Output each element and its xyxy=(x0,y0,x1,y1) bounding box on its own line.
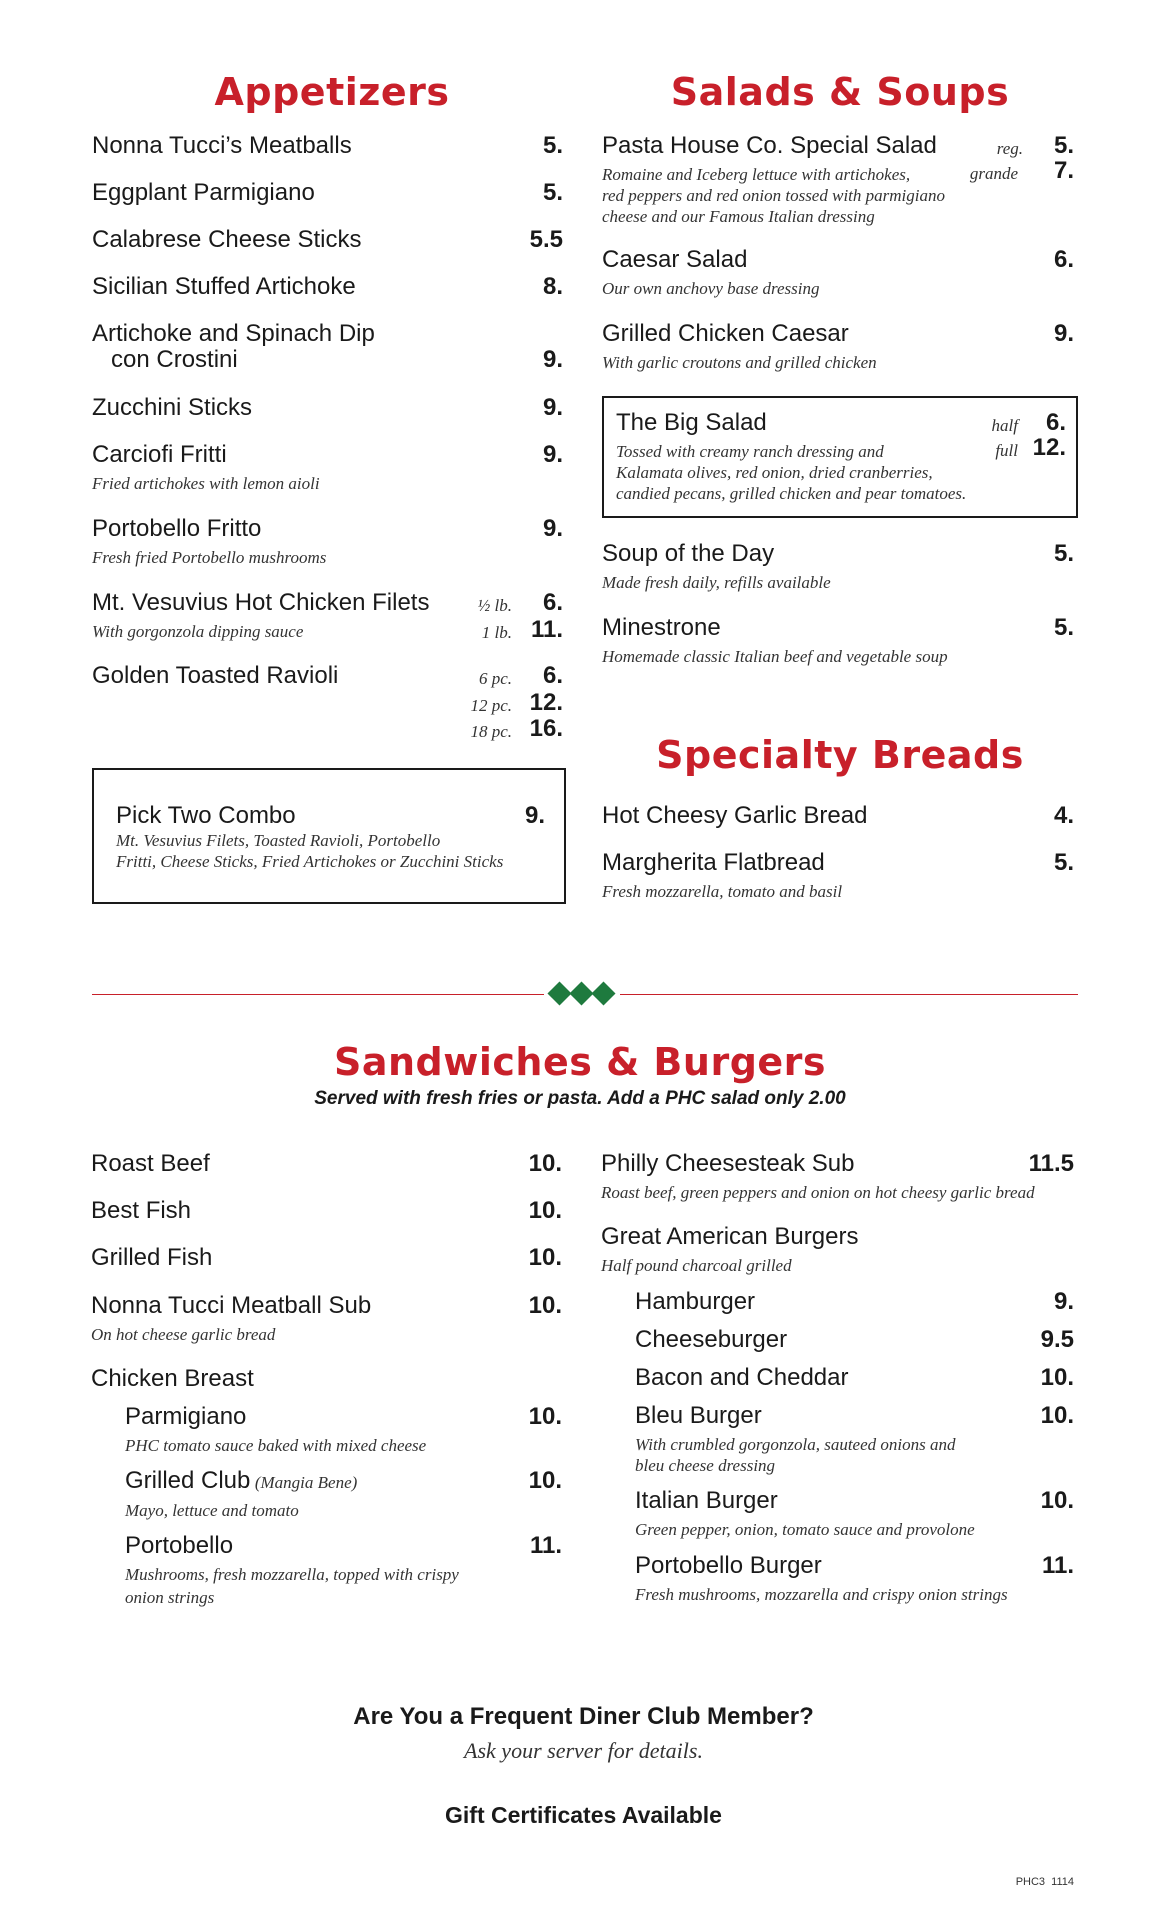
menu-item-price: 8. xyxy=(542,273,563,300)
size-label: 18 pc. xyxy=(470,722,512,741)
menu-item-description: Our own anchovy base dressing xyxy=(602,279,820,298)
menu-item-name: Golden Toasted Ravioli xyxy=(92,662,339,689)
menu-item-description: With gorgonzola dipping sauce xyxy=(92,622,304,641)
menu-item-name: Carciofi Fritti xyxy=(92,441,227,468)
menu-item-description: Fried artichokes with lemon aioli xyxy=(92,474,320,493)
sandwiches-burgers-title: Sandwiches & Burgers xyxy=(333,1040,827,1084)
size-label: ½ lb. xyxy=(477,596,512,615)
frequent-diner-title: Are You a Frequent Diner Club Member? xyxy=(353,1703,814,1730)
menu-item-price: 6. xyxy=(1045,409,1066,436)
grilled-club-line xyxy=(125,1467,357,1495)
menu-item-price: 5. xyxy=(1053,614,1074,641)
menu-item-price: 9. xyxy=(542,346,563,373)
menu-item-name: Grilled Chicken Caesar xyxy=(602,320,849,347)
appetizers-title: Appetizers xyxy=(214,70,450,114)
menu-item-price: 9. xyxy=(542,441,563,468)
menu-item-price: 9. xyxy=(542,394,563,421)
menu-item-description: Tossed with creamy ranch dressing and xyxy=(616,442,884,461)
frequent-diner-subtitle: Ask your server for details. xyxy=(464,1738,703,1763)
size-label: 1 lb. xyxy=(481,623,512,642)
menu-item-price: 5. xyxy=(1053,132,1074,159)
menu-item-description: Fresh mushrooms, mozzarella and crispy onion strings xyxy=(635,1585,1008,1604)
menu-item-description: Green pepper, onion, tomato sauce and provolone xyxy=(635,1520,975,1539)
menu-item-name: Cheeseburger xyxy=(635,1326,788,1353)
menu-category-description: Half pound charcoal grilled xyxy=(601,1256,792,1275)
menu-item-price: 10. xyxy=(1040,1364,1074,1391)
menu-item-price: 5. xyxy=(1053,849,1074,876)
size-label: 6 pc. xyxy=(478,669,512,688)
size-label: half xyxy=(991,416,1018,435)
menu-item-note: (Mangia Bene) xyxy=(254,1473,358,1492)
menu-item-price: 9.5 xyxy=(1040,1326,1074,1353)
gift-certificates: Gift Certificates Available xyxy=(445,1802,722,1828)
menu-item-name: Philly Cheesesteak Sub xyxy=(601,1150,855,1177)
menu-item-name: Soup of the Day xyxy=(602,540,775,567)
menu-item-price: 5. xyxy=(542,179,563,206)
menu-item-description: Roast beef, green peppers and onion on hot cheesy garlic bread xyxy=(601,1183,1035,1202)
menu-item-description: cheese and our Famous Italian dressing xyxy=(602,207,875,226)
section-divider-right xyxy=(620,994,1078,995)
salads-soups-title: Salads & Soups xyxy=(670,70,1010,114)
size-label: full xyxy=(995,441,1018,460)
sandwiches-subtitle: Served with fresh fries or pasta. Add a PHC salad only 2.00 xyxy=(314,1088,846,1109)
menu-item-price: 11. xyxy=(530,616,563,643)
menu-item-description: PHC tomato sauce baked with mixed cheese xyxy=(125,1436,427,1455)
menu-item-price: 9. xyxy=(542,515,563,542)
menu-item-description: Mayo, lettuce and tomato xyxy=(125,1501,299,1520)
menu-item-description: bleu cheese dressing xyxy=(635,1456,776,1475)
menu-item-description: Homemade classic Italian beef and vegetable soup xyxy=(602,647,948,666)
menu-item-price: 10. xyxy=(528,1244,562,1271)
combo-name: Pick Two Combo xyxy=(116,802,296,829)
menu-item-price: 6. xyxy=(542,662,563,689)
menu-item-description: candied pecans, grilled chicken and pear tomatoes. xyxy=(616,484,967,503)
diamond-ornament-icon xyxy=(569,981,593,1005)
menu-item-description: On hot cheese garlic bread xyxy=(91,1325,276,1344)
menu-item-name: Minestrone xyxy=(602,614,721,641)
menu-item-name: Grilled Club xyxy=(125,1467,251,1494)
menu-item-name: Hamburger xyxy=(635,1288,756,1315)
menu-item-name: Bleu Burger xyxy=(635,1402,762,1429)
menu-item-price: 16. xyxy=(529,715,563,742)
menu-category-name: Great American Burgers xyxy=(601,1223,859,1250)
menu-item-name: Bacon and Cheddar xyxy=(635,1364,849,1391)
menu-item-name: Nonna Tucci Meatball Sub xyxy=(91,1292,372,1319)
menu-item-price: 10. xyxy=(1040,1402,1074,1429)
menu-item-price: 10. xyxy=(528,1150,562,1177)
menu-item-name: Margherita Flatbread xyxy=(602,849,825,876)
menu-item-name: Roast Beef xyxy=(91,1150,210,1177)
menu-item-price: 9. xyxy=(1053,320,1074,347)
menu-item-name: Sicilian Stuffed Artichoke xyxy=(92,273,356,300)
menu-item-price: 12. xyxy=(529,689,563,716)
menu-item-description: onion strings xyxy=(125,1588,215,1607)
menu-item-name: Parmigiano xyxy=(125,1403,247,1430)
menu-item-description: With garlic croutons and grilled chicken xyxy=(602,353,877,372)
menu-item-name: Nonna Tucci’s Meatballs xyxy=(92,132,352,159)
menu-item-name-line2: con Crostini xyxy=(111,346,238,373)
menu-item-name: Italian Burger xyxy=(635,1487,778,1514)
menu-item-description: With crumbled gorgonzola, sauteed onions and xyxy=(635,1435,956,1454)
menu-item-description: Made fresh daily, refills available xyxy=(602,573,831,592)
menu-item-description: Fresh mozzarella, tomato and basil xyxy=(602,882,843,901)
combo-price: 9. xyxy=(524,802,545,829)
menu-item-name: Portobello Burger xyxy=(635,1552,822,1579)
specialty-breads-title: Specialty Breads xyxy=(656,733,1024,777)
menu-item-price: 9. xyxy=(1053,1288,1074,1315)
menu-item-price: 10. xyxy=(1040,1487,1074,1514)
menu-item-price: 6. xyxy=(1053,246,1074,273)
menu-item-price: 10. xyxy=(528,1292,562,1319)
menu-item-name: Caesar Salad xyxy=(602,246,748,273)
menu-item-name: Grilled Fish xyxy=(91,1244,213,1271)
combo-description: Fritti, Cheese Sticks, Fried Artichokes or Zucchini Sticks xyxy=(116,852,504,871)
menu-item-price: 5.5 xyxy=(529,226,563,253)
size-label: grande xyxy=(969,164,1018,183)
menu-item-name: Pasta House Co. Special Salad xyxy=(602,132,937,159)
menu-item-name: Zucchini Sticks xyxy=(92,394,253,421)
menu-item-price: 11.5 xyxy=(1028,1150,1074,1177)
menu-item-name: Portobello xyxy=(125,1532,234,1559)
menu-item-description: Mushrooms, fresh mozzarella, topped with crispy xyxy=(125,1565,459,1584)
menu-item-name: The Big Salad xyxy=(616,409,767,436)
menu-item-name: Eggplant Parmigiano xyxy=(92,179,315,206)
menu-item-price: 11. xyxy=(529,1532,562,1559)
menu-item-price: 6. xyxy=(542,589,563,616)
menu-item-description: red peppers and red onion tossed with parmigiano xyxy=(602,186,945,205)
menu-item-description: Romaine and Iceberg lettuce with artichokes, xyxy=(602,165,911,184)
menu-item-price: 11. xyxy=(1041,1552,1074,1579)
section-divider-left xyxy=(92,994,544,995)
size-label: reg. xyxy=(996,139,1023,158)
menu-item-name: Artichoke and Spinach Dip xyxy=(92,320,375,347)
menu-item-price: 10. xyxy=(528,1467,562,1494)
menu-item-description: Kalamata olives, red onion, dried cranberries, xyxy=(616,463,933,482)
menu-item-price: 10. xyxy=(528,1403,562,1430)
menu-item-price: 5. xyxy=(1053,540,1074,567)
size-label: 12 pc. xyxy=(470,696,512,715)
menu-code: PHC3 1114 xyxy=(1015,1876,1074,1888)
menu-item-price: 4. xyxy=(1053,802,1074,829)
menu-item-price: 5. xyxy=(542,132,563,159)
menu-item-price: 10. xyxy=(528,1197,562,1224)
menu-item-name: Hot Cheesy Garlic Bread xyxy=(602,802,868,829)
diamond-ornament-icon xyxy=(547,981,571,1005)
menu-item-name: Calabrese Cheese Sticks xyxy=(92,226,362,253)
menu-item-name: Best Fish xyxy=(91,1197,192,1224)
menu-item-name: Mt. Vesuvius Hot Chicken Filets xyxy=(92,589,430,616)
menu-category-name: Chicken Breast xyxy=(91,1365,254,1392)
menu-item-price: 7. xyxy=(1053,157,1074,184)
menu-item-price: 12. xyxy=(1032,434,1066,461)
menu-item-description: Fresh fried Portobello mushrooms xyxy=(92,548,327,567)
combo-description: Mt. Vesuvius Filets, Toasted Ravioli, Portobello xyxy=(116,831,441,850)
diamond-ornament-icon xyxy=(591,981,615,1005)
menu-item-name: Portobello Fritto xyxy=(92,515,262,542)
